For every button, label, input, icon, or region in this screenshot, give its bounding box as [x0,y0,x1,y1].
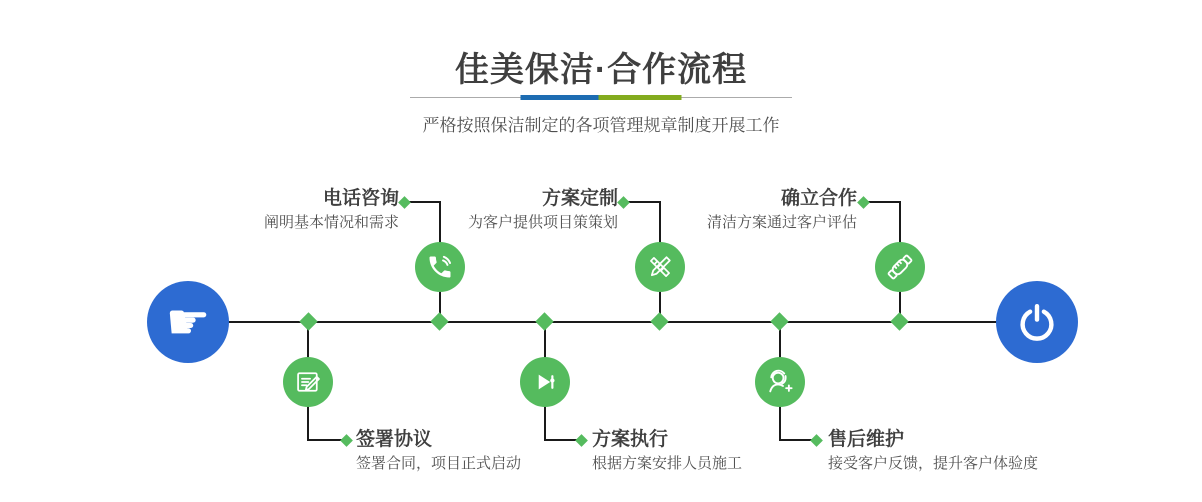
label-bullet [575,434,588,447]
step-label-after-sales [828,429,1038,472]
step-label-confirm-cooperation [707,188,857,231]
step-desc: 阐明基本情况和需求 [263,214,399,231]
step-icon-circle [755,357,805,407]
title-divider [410,95,792,101]
elbow-bottom-1 [307,439,343,441]
timeline-node [299,312,317,330]
step-title: 签署协议 [356,429,433,450]
step-desc: 签署合同，项目正式启动 [356,455,522,472]
divider-blue-segment [521,95,599,100]
handshake-icon [885,252,915,282]
timeline-node [430,312,448,330]
customer-service-icon [765,367,795,397]
step-label-phone-consult [264,188,399,231]
phone-icon [426,253,454,281]
timeline-node [535,312,553,330]
step-icon-circle [875,242,925,292]
divider-green-segment [599,95,682,100]
elbow-top-2 [627,201,661,203]
step-icon-circle [635,242,685,292]
step-label-plan-customize [468,188,618,231]
step-title: 确立合作 [780,188,857,209]
elbow-top-3 [867,201,901,203]
timeline-node [890,312,908,330]
step-desc: 接受客户反馈，提升客户体验度 [828,455,1039,472]
label-bullet [617,196,630,209]
step-title: 电话咨询 [322,188,399,209]
elbow-top-1 [408,201,441,203]
elbow-bottom-3 [779,439,813,441]
step-desc: 根据方案安排人员施工 [592,455,743,472]
step-desc: 为客户提供项目策策划 [467,214,618,231]
execute-icon [532,369,558,395]
divider-accent [521,95,682,100]
step-icon-circle [415,242,465,292]
label-bullet [810,434,823,447]
timeline-node [770,312,788,330]
step-desc: 清洁方案通过客户评估 [706,214,857,231]
end-node [996,281,1078,363]
step-title: 方案执行 [592,429,669,450]
timeline-node [650,312,668,330]
elbow-bottom-2 [544,439,578,441]
step-title: 方案定制 [541,188,618,209]
pointing-hand-icon: ☛ [165,293,211,351]
step-icon-circle [283,357,333,407]
step-icon-circle [520,357,570,407]
start-node [147,281,229,363]
power-icon [1014,299,1060,345]
page-title: 佳美保洁·合作流程 [454,51,748,89]
label-bullet [398,196,411,209]
step-label-sign-agreement [356,429,521,472]
label-bullet [340,434,353,447]
contract-icon [294,368,322,396]
step-title: 售后维护 [828,429,905,450]
step-label-plan-execute [592,429,742,472]
design-tools-icon [646,253,674,281]
page-subtitle: 严格按照保洁制定的各项管理规章制度开展工作 [422,116,780,135]
label-bullet [857,196,870,209]
